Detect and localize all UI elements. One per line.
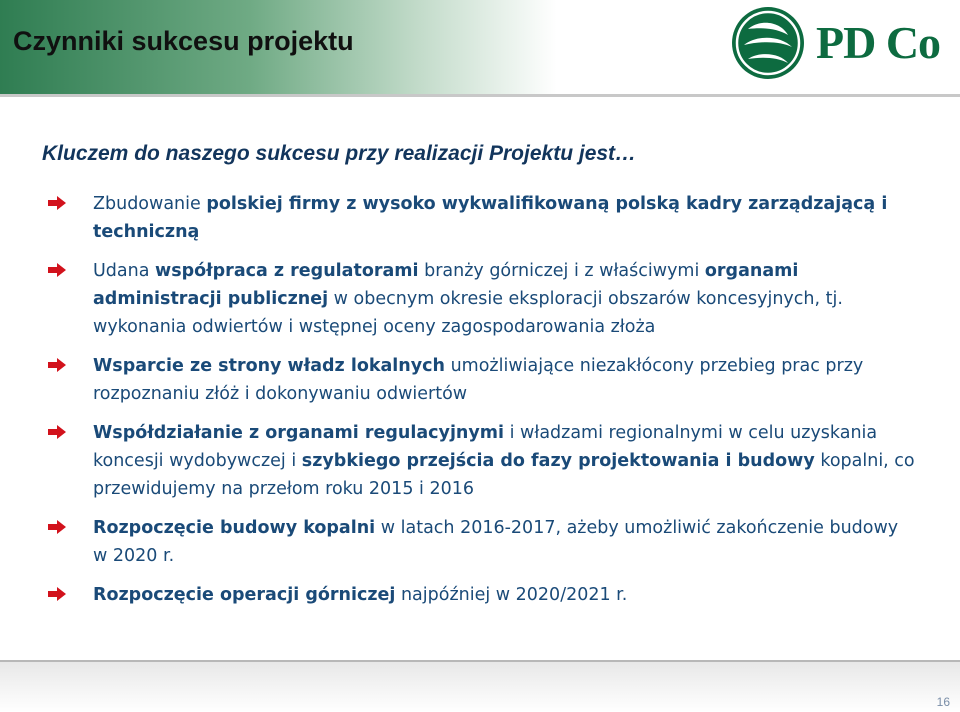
bullet-text-bold: Wsparcie ze strony władz lokalnych: [93, 356, 445, 376]
bullet-text-bold: Rozpoczęcie budowy kopalni: [93, 518, 376, 538]
bullet-text-bold: organami administracji publicznej: [93, 261, 799, 309]
bullet-text-run: i władzami regionalnymi w celu uzyskania koncesji wydobywczej i: [93, 423, 878, 471]
bullet-list: [48, 190, 918, 620]
slide-title: Czynniki sukcesu projektu: [13, 26, 354, 56]
bullet-item: [48, 190, 918, 246]
red-arrow-bullet-icon: [48, 263, 66, 277]
bullet-item: [48, 581, 918, 609]
bullet-text: [93, 423, 915, 499]
bullet-text: [93, 585, 627, 605]
bullet-text-run: w latach 2016-2017, ażeby umożliwić zakończenie budowy w 2020 r.: [93, 518, 899, 566]
red-arrow-bullet-icon: [48, 358, 66, 372]
company-logo: [730, 5, 950, 85]
logo-wordmark: PD Co: [816, 17, 941, 68]
pdco-logo-icon: [730, 5, 806, 81]
bullet-text-run: Zbudowanie: [93, 194, 207, 214]
footer-bar: [0, 662, 960, 712]
bullet-text-bold: Współdziałanie z organami regulacyjnymi: [93, 423, 505, 443]
bullet-item: [48, 514, 918, 570]
bullet-text-run: umożliwiające niezakłócony przebieg prac przy rozpoznaniu złóż i dokonywaniu odwiertów: [93, 356, 864, 404]
bullet-text-run: branży górniczej i z właściwymi: [418, 261, 705, 281]
bullet-text-bold: Rozpoczęcie operacji górniczej: [93, 585, 396, 605]
bullet-text-run: Udana: [93, 261, 156, 281]
intro-heading: Kluczem do naszego sukcesu przy realizacji Projektu jest…: [42, 142, 637, 165]
bullet-text-bold: polskiej firmy z wysoko wykwalifikowaną polską kadry zarządzającą i techniczną: [93, 194, 888, 242]
bullet-item: [48, 419, 918, 503]
bullet-item: [48, 352, 918, 408]
bullet-text: [93, 518, 898, 566]
bullet-text-bold: szybkiego przejścia do fazy projektowania i budowy: [301, 451, 815, 471]
bullet-item: [48, 257, 918, 341]
bullet-text-bold: współpraca z regulatorami: [155, 261, 419, 281]
page-number: 16: [936, 695, 950, 709]
bullet-text: [93, 261, 843, 337]
red-arrow-bullet-icon: [48, 520, 66, 534]
bullet-text-run: kopalni, co przewidujemy na przełom roku 2015 i 2016: [93, 451, 915, 499]
red-arrow-bullet-icon: [48, 425, 66, 439]
bullet-text-run: w obecnym okresie eksploracji obszarów koncesyjnych, tj. wykonania odwiertów i wstępnej oceny zagospodarowania złoża: [93, 289, 843, 337]
bullet-text: [93, 194, 887, 242]
bullet-text-run: najpóźniej w 2020/2021 r.: [395, 585, 628, 605]
header-divider: [0, 94, 960, 97]
red-arrow-bullet-icon: [48, 196, 66, 210]
red-arrow-bullet-icon: [48, 587, 66, 601]
header-bar: [0, 0, 960, 94]
bullet-text: [93, 356, 863, 404]
